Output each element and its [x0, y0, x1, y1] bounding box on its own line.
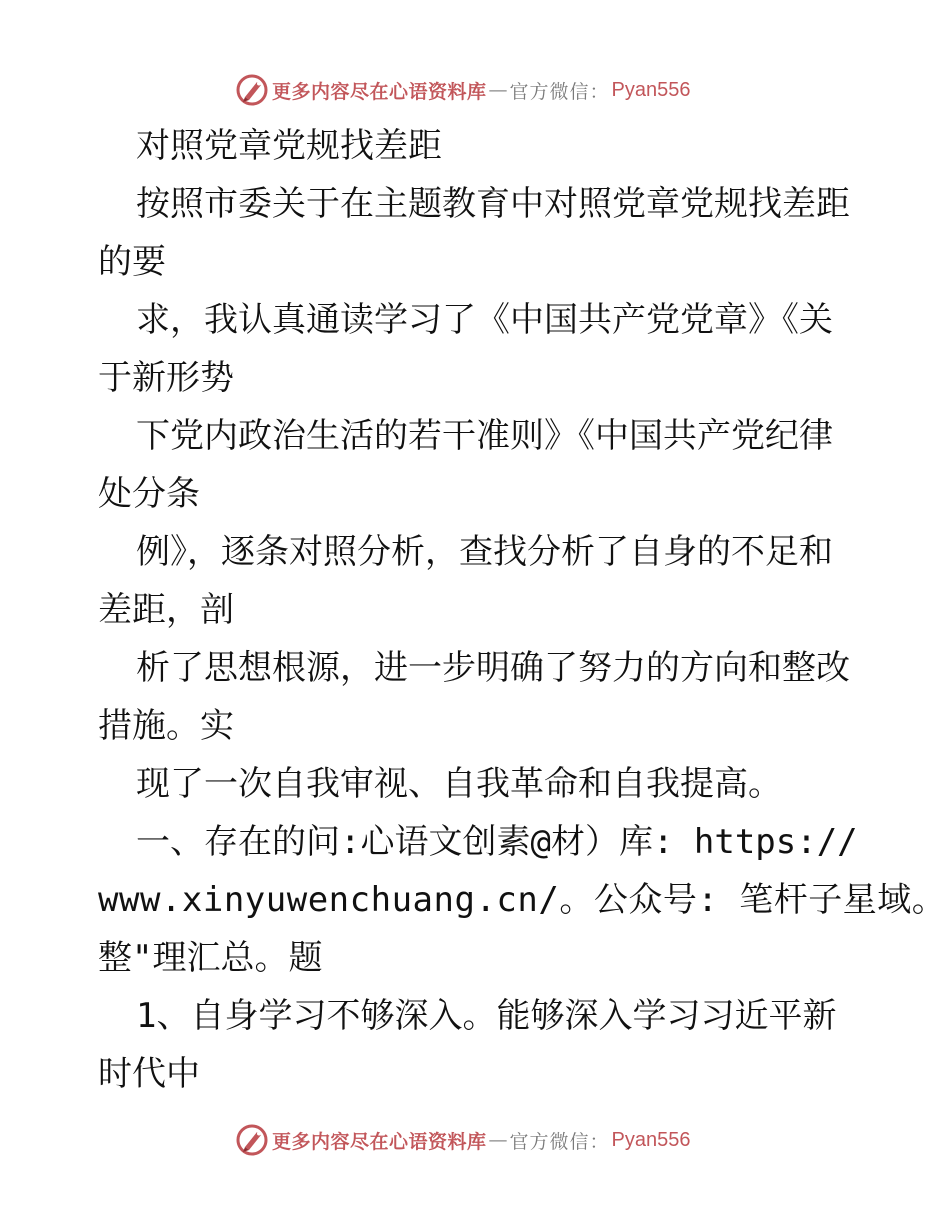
url-line: www.xinyuwenchuang.cn/。公众号: 笔杆子星域。 [98, 880, 947, 920]
list-item-line: 1、自身学习不够深入。能够深入学习习近平新 [136, 996, 837, 1036]
banner-contact-id: Pyan556 [611, 78, 691, 101]
paragraph-line: 时代中 [98, 1054, 200, 1094]
banner-separator: — [488, 79, 508, 101]
paragraph-line: 处分条 [98, 474, 200, 514]
banner-contact-label: 官方微信： [509, 80, 610, 103]
banner-title: 更多内容尽在心语资料库 [272, 80, 487, 103]
paragraph-line: 求，我认真通读学习了《中国共产党党章》《关 [136, 300, 833, 340]
paragraph-line: 差距，剖 [98, 590, 234, 630]
paragraph-line: 整"理汇总。题 [98, 938, 323, 978]
paragraph-line: 于新形势 [98, 358, 234, 398]
banner-title: 更多内容尽在心语资料库 [272, 1130, 487, 1153]
paragraph-line: 措施。实 [98, 706, 234, 746]
document-title: 对照党章党规找差距 [136, 126, 442, 166]
pen-logo-icon [235, 1123, 269, 1157]
banner-contact-label: 官方微信： [509, 1130, 610, 1153]
paragraph-line: 按照市委关于在主题教育中对照党章党规找差距 [136, 184, 850, 224]
paragraph-line: 例》，逐条对照分析，查找分析了自身的不足和 [136, 532, 833, 572]
paragraph-line: 析了思想根源，进一步明确了努力的方向和整改 [136, 648, 850, 688]
banner-contact-id: Pyan556 [611, 1128, 691, 1151]
header-banner [235, 73, 691, 107]
paragraph-line: 现了一次自我审视、自我革命和自我提高。 [136, 764, 782, 804]
section-heading-line: 一、存在的问:心语文创素@材）库: https:// [136, 822, 858, 862]
banner-separator: — [488, 1129, 508, 1151]
paragraph-line: 的要 [98, 242, 166, 282]
paragraph-line: 下党内政治生活的若干准则》《中国共产党纪律 [136, 416, 833, 456]
document-body [98, 117, 947, 1103]
pen-logo-icon [235, 73, 269, 107]
footer-banner [235, 1123, 691, 1157]
